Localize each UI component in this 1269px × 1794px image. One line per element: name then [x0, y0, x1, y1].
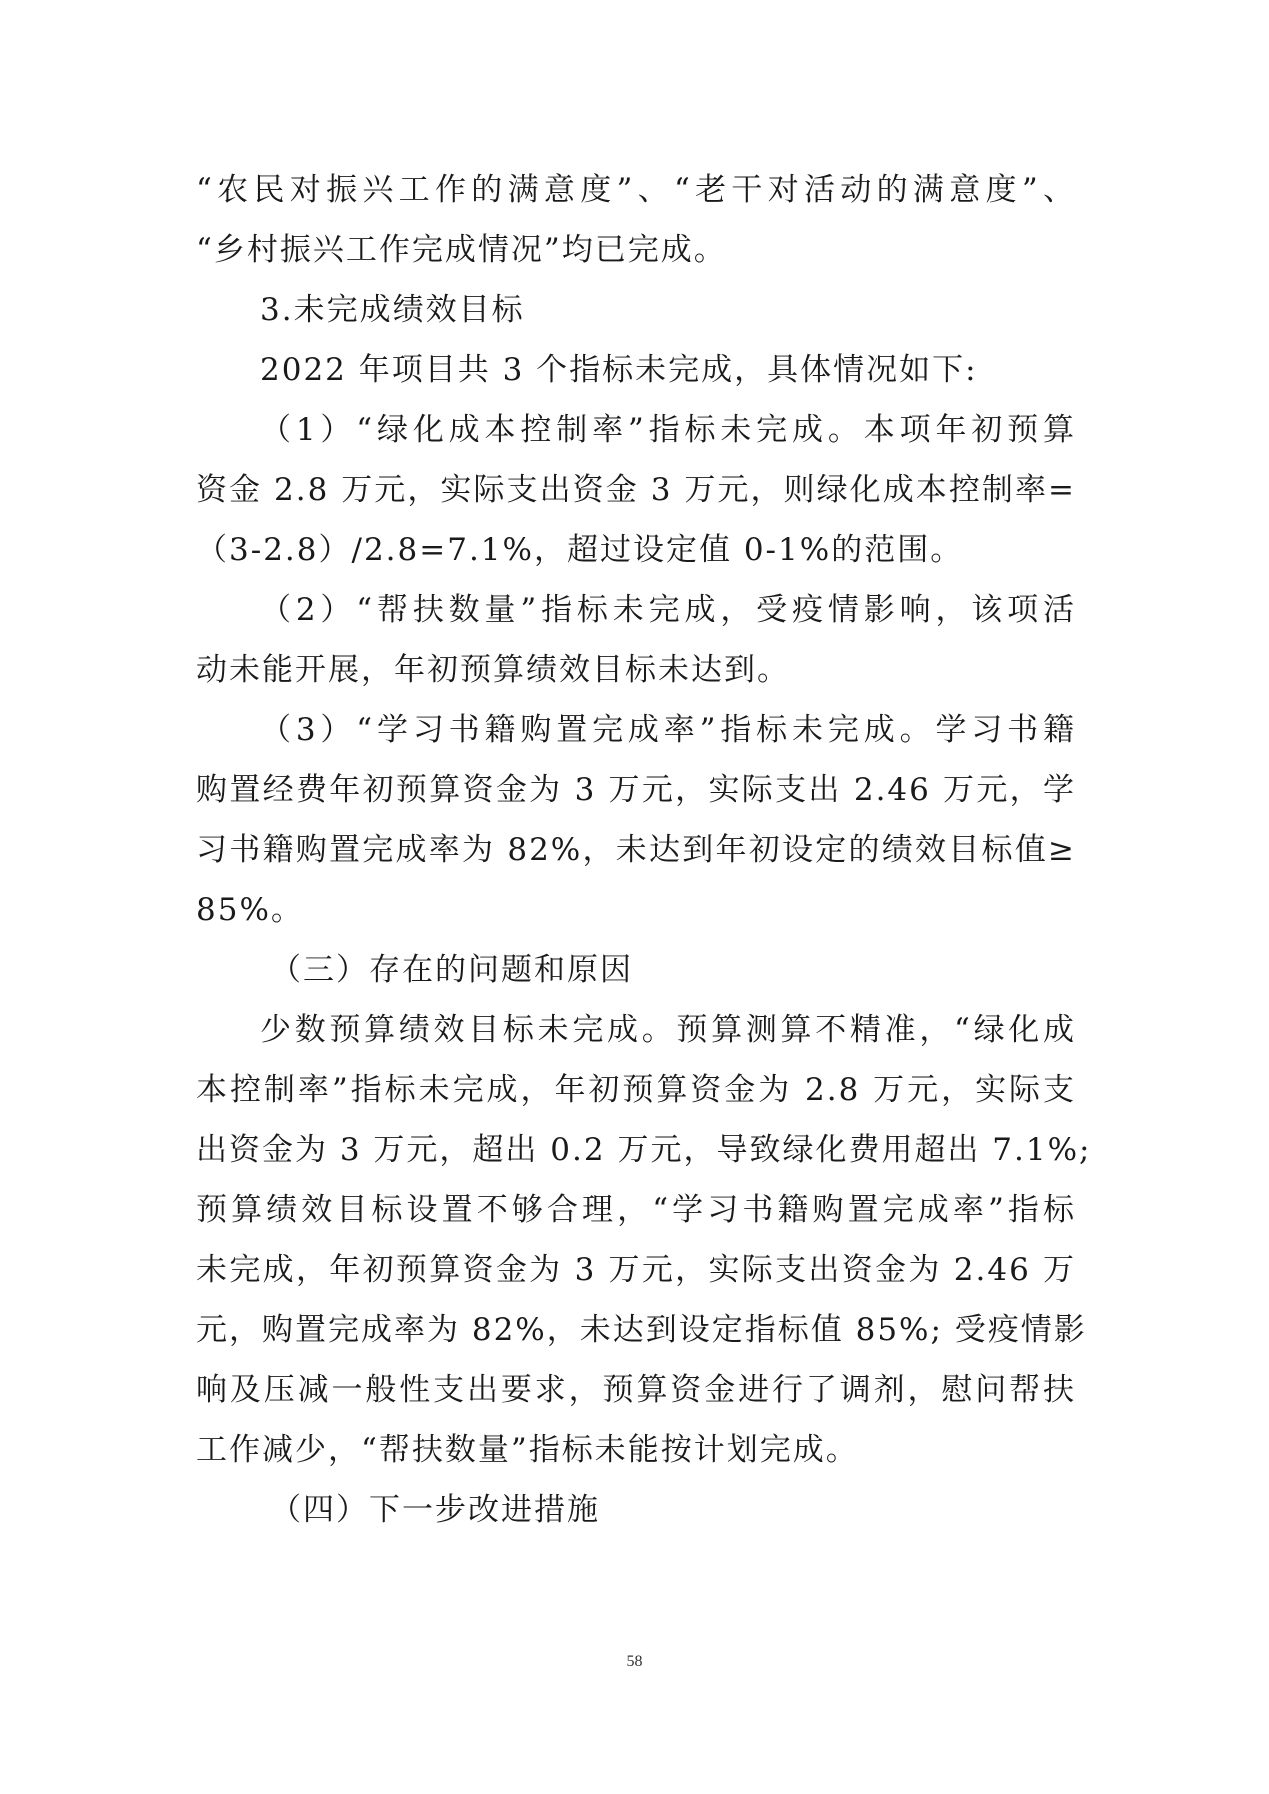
subsection-heading: 3.未完成绩效目标 [260, 292, 525, 328]
text-line: 出资金为 3 万元，超出 0.2 万元，导致绿化费用超出 7.1%; [196, 1132, 1092, 1168]
text-line: 购置经费年初预算资金为 3 万元，实际支出 2.46 万元，学 [196, 772, 1076, 808]
text-line: （3）“学习书籍购置完成率”指标未完成。学习书籍 [260, 712, 1076, 748]
text-line: 85%。 [196, 892, 304, 928]
text-line: 少数预算绩效目标未完成。预算测算不精准，“绿化成 [260, 1012, 1076, 1048]
text-line: 预算绩效目标设置不够合理，“学习书籍购置完成率”指标 [196, 1192, 1076, 1228]
text-line: 资金 2.8 万元，实际支出资金 3 万元，则绿化成本控制率= [196, 472, 1076, 508]
section-heading: （四）下一步改进措施 [270, 1492, 600, 1528]
text-line: 动未能开展，年初预算绩效目标未达到。 [196, 652, 790, 688]
page-number: 58 [626, 1653, 643, 1670]
text-line: 响及压减一般性支出要求，预算资金进行了调剂，慰问帮扶 [196, 1372, 1076, 1408]
section-heading: （三）存在的问题和原因 [270, 952, 633, 988]
text-line: 习书籍购置完成率为 82%，未达到年初设定的绩效目标值≥ [196, 832, 1076, 868]
text-line: （2）“帮扶数量”指标未完成，受疫情影响，该项活 [260, 592, 1076, 628]
body-text [196, 160, 1092, 1540]
text-line: （1）“绿化成本控制率”指标未完成。本项年初预算 [260, 412, 1076, 448]
text-line: 工作减少，“帮扶数量”指标未能按计划完成。 [196, 1432, 859, 1468]
text-line: “农民对振兴工作的满意度”、“老干对活动的满意度”、 [196, 172, 1076, 208]
text-line: “乡村振兴工作完成情况”均已完成。 [196, 232, 727, 268]
text-line: 元，购置完成率为 82%，未达到设定指标值 85%; 受疫情影 [196, 1312, 1087, 1348]
text-line: 2022 年项目共 3 个指标未完成，具体情况如下: [260, 352, 978, 388]
text-line: 未完成，年初预算资金为 3 万元，实际支出资金为 2.46 万 [196, 1252, 1076, 1288]
text-line: （3-2.8）/2.8=7.1%，超过设定值 0-1%的范围。 [196, 532, 964, 568]
text-line: 本控制率”指标未完成，年初预算资金为 2.8 万元，实际支 [196, 1072, 1076, 1108]
